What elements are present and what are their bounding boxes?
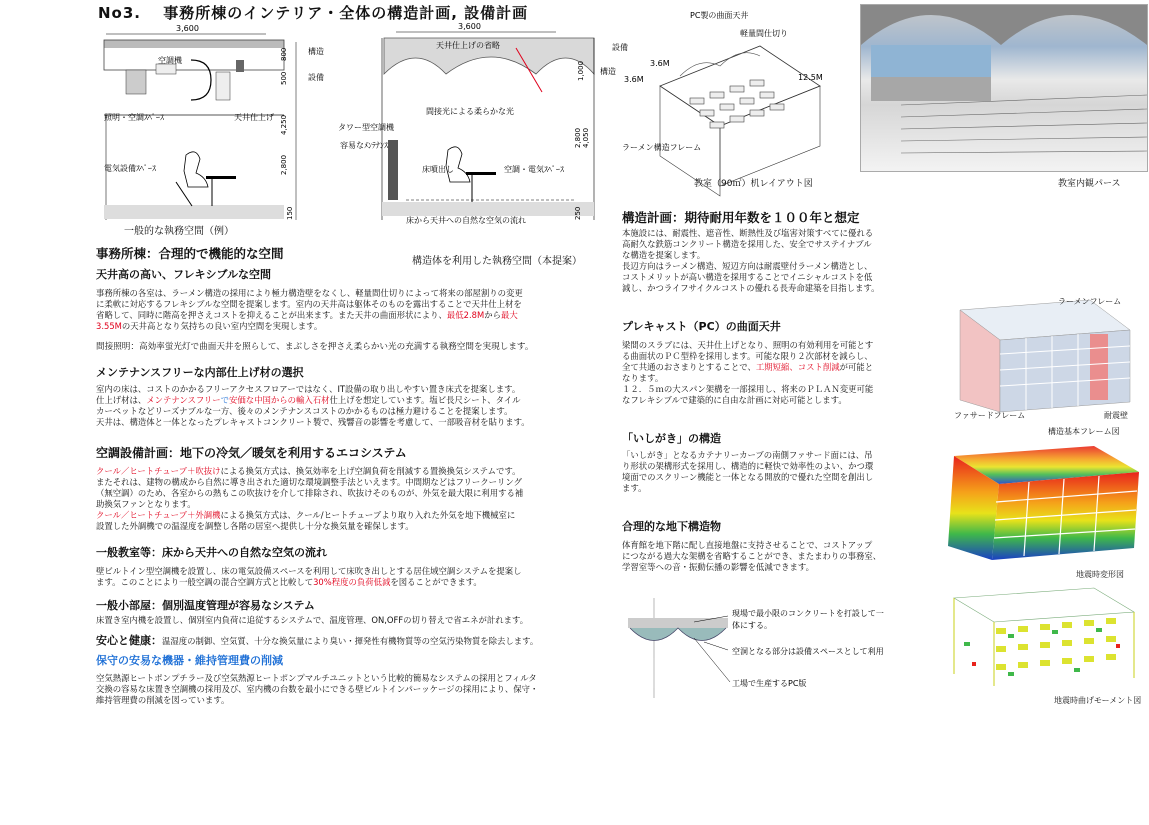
proposed-section <box>338 22 628 225</box>
svg-text:軽量間仕切り: 軽量間仕切り <box>740 29 788 38</box>
svg-text:現場で最小限のコンクリートを打設して一: 現場で最小限のコンクリートを打設して一 <box>732 609 884 618</box>
svg-text:構造: 構造 <box>600 67 616 76</box>
heading-ishigaki: 「いしがき」の構造 <box>622 432 721 445</box>
svg-text:空調機: 空調機 <box>158 56 182 65</box>
heading-structure: 構造計画：期待耐用年数を１００年と想定 <box>622 210 860 225</box>
caption-basic-frame: 構造基本フレーム図 <box>1048 427 1120 436</box>
svg-text:800: 800 <box>280 47 288 61</box>
svg-text:ラーメン構造フレーム: ラーメン構造フレーム <box>622 143 702 152</box>
svg-text:容易なﾒﾝﾃﾅﾝｽ: 容易なﾒﾝﾃﾅﾝｽ <box>340 141 388 150</box>
heading-underground: 合理的な地下構造物 <box>622 520 721 533</box>
pc-slab-detail <box>624 598 934 698</box>
classroom-perspective-image <box>860 4 1148 172</box>
label-shear-wall: 耐震壁 <box>1104 411 1128 420</box>
svg-text:天井仕上げ: 天井仕上げ <box>234 113 274 122</box>
svg-text:床噴出し: 床噴出し <box>422 165 454 174</box>
paragraph-health: 安心と健康：温湿度の制御、空気質、十分な換気量により臭い・揮発性有機物質等の空気汚染物質を除去します。 <box>96 634 539 647</box>
label-ramen-frame: ラーメンフレーム <box>1058 297 1122 306</box>
svg-text:設備: 設備 <box>612 43 628 52</box>
heading-ceiling: 天井高の高い、フレキシブルな空間 <box>96 268 272 281</box>
heading-general-classroom: 一般教室等：床から天井への自然な空気の流れ <box>96 546 327 559</box>
basic-frame-figure <box>950 290 1146 420</box>
svg-text:タワー型空調機: タワー型空調機 <box>338 123 394 132</box>
svg-text:2,800: 2,800 <box>574 127 582 148</box>
svg-text:500: 500 <box>280 71 288 85</box>
svg-text:電気設備ｽﾍﾟｰｽ: 電気設備ｽﾍﾟｰｽ <box>104 164 156 173</box>
svg-text:設備: 設備 <box>308 73 324 82</box>
heading-office: 事務所棟：合理的で機能的な空間 <box>96 246 284 261</box>
classroom-layout-figure <box>620 6 850 184</box>
paragraph-underground: 体育館を地下階に配し直接地盤に支持させることで、コストアップ につながる過大な架構を省略することができ、またまわりの事務室、 学習室等への音・振動伝播の影響を低減できます。 <box>622 540 882 572</box>
paragraph-pc-ceiling: 梁間のスラブには、天井仕上げとなり、照明の有効利用を可能とす る曲面状のＰＣ型枠を採用します。可能な限り２次部材を減らし、 全て共通のおさまりとすることで、工期短縮、コスト削減が可能と なります。 １２．５ｍの大スパン架構を一部採用し、将来のＰＬＡＮ変更可能 なフレキシブルで建築的に自由な計画に対応可能とします。 <box>622 340 874 405</box>
paragraph-ceiling: 事務所棟の各室は、ラーメン構造の採用により極力構造壁をなくし、軽量間仕切りによって将来の部屋割りの変更 に柔軟に対応するフレキシブルな空間を提案します。室内の天井高は躯体そのものを露出することで天井仕上材を 省略して、同時に階高を押さえコストを抑えることが出来ます。また天井の曲面形状により、最低2.8Mから最大 3.55Mの天井高となり気持ちの良い室内空間を実現します。 <box>96 288 523 331</box>
heading-small-room: 一般小部屋：個別温度管理が容易なシステム <box>96 599 315 612</box>
svg-text:3,600: 3,600 <box>458 22 481 31</box>
svg-text:150: 150 <box>286 206 294 220</box>
caption-perspective: 教室内観パース <box>1058 179 1121 189</box>
heading-maintenance-cost: 保守の安易な機器・維持管理費の削減 <box>96 654 283 667</box>
paragraph-hvac: クール／ヒートチューブ＋吹抜けによる換気方式は、換気効率を上げ空調負荷を削減する置換換気システムです。 またそれは、建物の構成から自然に導き出された適切な環境調整手法といえます。中間期などはフリークーリング （無空調）のため、各室からの熱もこの吹抜けを介して排除され、吹抜けそのものが、外気を最大限に利用する補 助換気ファンとなります。 クール／ヒートチューブ＋外調機による換気方式は、クール/ヒートチューブより取り入れた外気を地下機械室に 設置した外調機での温湿度を調整し各階の居室へ提供し十分な換気量を確保します。 <box>96 466 524 531</box>
svg-text:天井仕上げの省略: 天井仕上げの省略 <box>436 41 500 50</box>
heading-pc-ceiling: プレキャスト（PC）の曲面天井 <box>622 320 781 333</box>
svg-text:PC製の曲面天井: PC製の曲面天井 <box>690 11 749 20</box>
paragraph-small-room: 床置き室内機を設置し、個別室内負荷に追従するシステムで、温度管理、ON,OFFの切り替えで省エネが計れます。 <box>96 615 529 625</box>
paragraph-general-classroom: 壁ビルトイン型空調機を設置し、床の電気設備スペースを利用して床吹き出しとする居住域空調システムを提案し ます。このことにより一般空調の混合空調方式と比較して30%程度の負荷低減を図ることができます。 <box>96 566 522 587</box>
caption-classroom: 教室（90㎡）机レイアウト図 <box>694 179 813 189</box>
svg-text:4,250: 4,250 <box>280 114 288 135</box>
svg-text:1,000: 1,000 <box>577 60 585 81</box>
svg-text:12.5M: 12.5M <box>798 73 823 82</box>
svg-text:3.6M: 3.6M <box>650 59 670 68</box>
svg-text:構造: 構造 <box>308 47 324 56</box>
paragraph-indirect-light: 間接照明：高効率蛍光灯で曲面天井を照らして、まぶしさを押さえ柔らかい光の充満する執務空間を実現します。 <box>96 342 534 352</box>
paragraph-ishigaki: 「いしがき」となるカテナリーカーブの南側ファサード面には、吊 り形状の架構形式を採用し、構造的に軽快で効率性のよい、かつ環 境面でのスクリーン機能と一体となる開放的で優れた空間を創出し ます。 <box>622 450 874 493</box>
seismic-moment-figure <box>944 582 1140 690</box>
svg-text:間接光による柔らかな光: 間接光による柔らかな光 <box>426 107 514 116</box>
paragraph-structure: 本施設には、耐震性、遮音性、断熱性及び塩害対策すべてに優れる 高耐久な鉄筋コンクリート構造を採用した、安全でサステイナブル な構造を提案します。 長辺方向はラーメン構造、短辺方向は耐震壁付ラーメン構造とし、 コストメリットが高い構造を採用することでイニシャルコストを低 減し、かつライフサイクルコストの優れる長寿命建築を目指します。 <box>622 228 880 293</box>
paragraph-maintenance: 室内の床は、コストのかかるフリーアクセスフロアーではなく、IT設備の取り出しやすい置き床式を提案します。 仕上げ材は、メンテナンスフリーで安価な中国からの輸入石材仕上げを想定しています。塩ビ長尺シート、タイル カーペットなどリーズナブルな一方、後々のメンテナンスコストのかかるものは極力避けることを提案します。 天井は、構造体と一体となったプレキャストコンクリート製で、残響音の影響を考慮して、一部吸音材を貼ります。 <box>96 384 530 427</box>
page-title: No3. 事務所棟のインテリア・全体の構造計画, 設備計画 <box>98 4 529 22</box>
paragraph-maintenance-cost: 空気熱源ヒートポンプチラー及び空気熱源ヒートポンプマルチユニットという比較的簡易なシステムの採用とフィルタ 交換の容易な床置き空調機の採用及び、室内機の台数を最小にできる壁ビルトインパーッケージの採用により、保守・ 維持管理費の削減を図っています。 <box>96 673 539 705</box>
conventional-section <box>104 24 324 220</box>
svg-text:3.6M: 3.6M <box>624 75 644 84</box>
svg-text:工場で生産するPC版: 工場で生産するPC版 <box>732 679 807 688</box>
svg-text:照明・空調ｽﾍﾟｰｽ: 照明・空調ｽﾍﾟｰｽ <box>104 113 164 122</box>
svg-text:250: 250 <box>574 206 582 220</box>
caption-proposed: 構造体を利用した執務空間（本提案） <box>412 256 582 267</box>
svg-text:空洞となる部分は設備スペースとして利用: 空洞となる部分は設備スペースとして利用 <box>732 647 884 656</box>
svg-text:2,800: 2,800 <box>280 154 288 175</box>
svg-text:床から天井への自然な空気の流れ: 床から天井への自然な空気の流れ <box>406 216 526 225</box>
svg-text:3,600: 3,600 <box>176 24 199 33</box>
label-facade-frame: ファサードフレーム <box>954 411 1026 420</box>
svg-text:4,050: 4,050 <box>582 127 590 148</box>
seismic-deformation-figure <box>944 436 1144 564</box>
heading-maintenance: メンテナンスフリーな内部仕上げ材の選択 <box>96 366 304 379</box>
svg-text:体にする。: 体にする。 <box>732 621 772 630</box>
svg-text:空調・電気ｽﾍﾟｰｽ: 空調・電気ｽﾍﾟｰｽ <box>504 165 564 174</box>
heading-hvac: 空調設備計画：地下の冷気／暖気を利用するエコシステム <box>96 446 407 460</box>
caption-seismic-deformation: 地震時変形図 <box>1076 570 1124 579</box>
caption-conventional: 一般的な執務空間（例） <box>124 226 234 237</box>
caption-seismic-moment: 地震時曲げモーメント図 <box>1054 696 1142 705</box>
